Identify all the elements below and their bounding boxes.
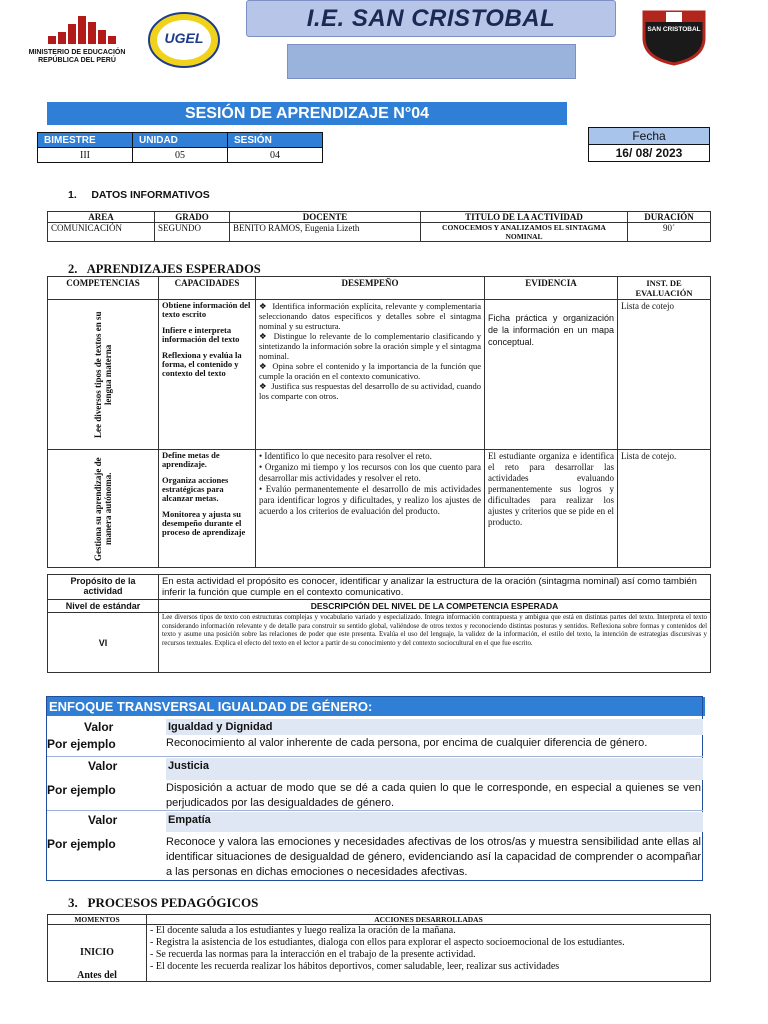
desempenos-cell-1 — [256, 300, 485, 450]
instrumento-1: Lista de cotejo — [618, 300, 711, 450]
proposito-text: En esta actividad el propósito es conocer, identificar y analizar la estructura de la oración (sintagma nominal) así como también inferir la función que cumple en el contexto comunicativo. — [159, 575, 711, 600]
bimestre-header: BIMESTRE — [38, 133, 133, 148]
desempeno-2-2: • Organizo mi tiempo y los recursos con los que cuento para desarrollar mis actividades y resolver el reto. — [259, 462, 481, 483]
bimestre-value: III — [38, 148, 133, 163]
datos-header-titulo: TITULO DE LA ACTIVIDAD — [421, 212, 628, 223]
ejemplo-3: Reconoce y valora las emociones y necesidades afectivas de los otros/as y muestra sensibilidad ante ellas al identificar situaciones de desigualdad de género, evidenciando así la capacidad de comprender o acompañar a las personas en dichas emociones o necesidades afectivas. — [166, 836, 701, 878]
datos-header-duracion: DURACIÓN — [628, 212, 711, 223]
ministry-logo — [18, 14, 136, 64]
ministry-line1: MINISTERIO DE EDUCACIÓN — [28, 49, 126, 56]
ugel-label: UGEL — [164, 30, 204, 46]
school-name-banner — [246, 0, 616, 37]
ejemplo-label-2: Por ejemplo — [47, 783, 116, 797]
school-subtitle-box — [287, 44, 576, 79]
accion-2: - Registra la asistencia de los estudiantes, dialoga con ellos para explorar el aspecto socioemocional de los estudiantes. — [150, 937, 625, 948]
nivel-value: VI — [48, 613, 159, 673]
ministry-emblem-icon — [18, 14, 136, 44]
nivel-table — [47, 574, 711, 673]
nivel-label: Nivel de estándar — [48, 600, 159, 613]
nivel-description: Lee diversos tipos de texto con estructuras complejas y vocabulario variado y especializado. Integra información contrapuesta y ambigua que está en distintas partes del texto. Interpreta el texto considerando información relevante y de detalle para construir su sentido global, valiéndose de otros textos y reconociendo distintas posturas y sentidos. Reflexiona sobre formas y contenidos del texto y asume una posición sobre las relaciones de poder que este presenta. Evalúa el uso del lenguaje, la validez de la información, el estilo del texto, la intención de estrategias discursivas y recursos textuales. Explica el efecto del texto en el lector a partir de su conocimiento y del contexto sociocultural en el que fue escrito. — [159, 613, 711, 673]
datos-grado: SEGUNDO — [155, 223, 230, 242]
proposito-label: Propósito de la actividad — [48, 575, 159, 600]
enfoque-divider-1 — [47, 756, 703, 757]
capacidad-1-1: Obtiene información del texto escrito — [162, 300, 251, 319]
evidencia-2: El estudiante organiza e identifica el reto para desarrollar las actividades evaluando permanentemente sus logros y dificultades para realizar los ajustes y criterios que se pide en el producto. — [485, 450, 618, 568]
unidad-header: UNIDAD — [133, 133, 228, 148]
school-crest — [640, 8, 708, 66]
datos-table — [47, 211, 711, 242]
competencia-2: Gestiona su aprendizaje de manera autónoma. — [93, 456, 113, 561]
competencia-cell-1 — [48, 300, 159, 450]
date-table — [588, 127, 710, 162]
desempeno-1-4: ❖ Justifica sus respuestas del desarrollo de su actividad, cuando los comparte con otros. — [259, 381, 481, 401]
accion-4: - El docente les recuerda realizar los hábitos deportivos, comer saludable, leer, realizar sus actividades — [150, 961, 560, 972]
enfoque-title: ENFOQUE TRANSVERSAL IGUALDAD DE GÉNERO: — [47, 697, 705, 716]
ejemplo-label-3: Por ejemplo — [47, 837, 116, 851]
accion-3: - Se recuerda las normas para la interacción en el trabajo de la presente actividad. — [150, 949, 476, 960]
datos-docente: BENITO RAMOS, Eugenia Lizeth — [230, 223, 421, 242]
crest-label: SAN CRISTOBAL — [647, 26, 701, 33]
desempeno-2-3: • Evalúo permanentemente el desarrollo de mis actividades para identificar logros y dificultades, y realizo los ajustes de acuerdo a los criterios de evaluación del producto. — [259, 484, 481, 516]
valor-label-2: Valor — [88, 759, 118, 773]
desempeno-1-2: ❖ Distingue lo relevante de lo complementario clasificando y sintetizando la información sobre la oración simple y el sintagma nominal. — [259, 331, 481, 361]
competencia-1: Lee diversos tipos de textos en su lengua materna — [93, 311, 113, 438]
capacidades-cell-1 — [159, 300, 256, 450]
session-info-table — [37, 132, 323, 163]
datos-header-grado: GRADO — [155, 212, 230, 223]
sesion-value: 04 — [228, 148, 323, 163]
datos-header-docente: DOCENTE — [230, 212, 421, 223]
valor-label-1: Valor — [84, 720, 114, 734]
ejemplo-2: Disposición a actuar de modo que se dé a cada quien lo que le corresponde, en especial a quienes se ven perjudicados por las desigualdades de género. — [166, 782, 701, 809]
valor-1: Igualdad y Dignidad — [166, 719, 703, 735]
momento-cell — [48, 925, 147, 982]
ejemplo-1: Reconocimiento al valor inherente de cada persona, por encima de cualquier diferencia de género. — [166, 737, 648, 749]
header-evidencia: EVIDENCIA — [485, 277, 618, 300]
momento-antes: Antes del — [77, 970, 117, 981]
capacidad-1-2: Infiere e interpreta información del texto — [162, 325, 240, 344]
procesos-header-acciones: ACCIONES DESARROLLADAS — [147, 915, 711, 925]
ugel-logo — [148, 12, 220, 68]
nivel-header: DESCRIPCIÓN DEL NIVEL DE LA COMPETENCIA ESPERADA — [159, 600, 711, 613]
header-desempeno: DESEMPEÑO — [256, 277, 485, 300]
aprendizajes-section-title: 2. APRENDIZAJES ESPERADOS — [68, 262, 261, 276]
capacidad-2-1: Define metas de aprendizaje. — [162, 450, 220, 469]
instrumento-2: Lista de cotejo. — [618, 450, 711, 568]
datos-area: COMUNICACIÓN — [48, 223, 155, 242]
evidencia-1: Ficha práctica y organización de la información en un mapa conceptual. — [485, 300, 618, 450]
valor-label-3: Valor — [88, 813, 118, 827]
valor-3: Empatía — [166, 812, 703, 832]
header-capacidades: CAPACIDADES — [159, 277, 256, 300]
acciones-cell — [147, 925, 711, 982]
procesos-table — [47, 914, 711, 982]
unidad-value: 05 — [133, 148, 228, 163]
competencia-cell-2 — [48, 450, 159, 568]
fecha-header: Fecha — [589, 128, 710, 145]
crest-shield-icon — [640, 8, 708, 66]
sesion-header: SESIÓN — [228, 133, 323, 148]
accion-1: - El docente saluda a los estudiantes y luego realiza la oración de la mañana. — [150, 925, 456, 936]
datos-section-title: 1. DATOS INFORMATIVOS — [68, 189, 210, 201]
procesos-section-title: 3. PROCESOS PEDAGÓGICOS — [68, 895, 259, 910]
capacidad-2-3: Monitorea y ajusta su desempeño durante el proceso de aprendizaje — [162, 509, 246, 537]
desempeno-1-1: ❖ Identifica información explícita, relevante y complementaria seleccionando datos específicos y detalles sobre el sintagma nominal y su estructura. — [259, 301, 481, 331]
datos-header-area: AREA — [48, 212, 155, 223]
valor-2: Justicia — [166, 758, 703, 780]
aprendizajes-table — [47, 276, 711, 568]
capacidad-1-3: Reflexiona y evalúa la forma, el contenido y contexto del texto — [162, 350, 242, 378]
datos-duracion: 90´ — [628, 223, 711, 242]
momento-inicio: INICIO — [80, 947, 114, 958]
desempenos-cell-2 — [256, 450, 485, 568]
school-name: I.E. SAN CRISTOBAL — [306, 4, 556, 32]
ejemplo-label-1: Por ejemplo — [47, 737, 116, 751]
header-competencias: COMPETENCIAS — [48, 277, 159, 300]
fecha-value: 16/ 08/ 2023 — [589, 145, 710, 162]
desempeno-1-3: ❖ Opina sobre el contenido y la importancia de la función que cumple la oración en el contexto comunicativo. — [259, 361, 481, 381]
procesos-header-momentos: MOMENTOS — [48, 915, 147, 925]
header-instrumento: INST. DE EVALUACIÓN — [618, 277, 711, 300]
enfoque-divider-2 — [47, 810, 703, 811]
capacidades-cell-2 — [159, 450, 256, 568]
capacidad-2-2: Organiza acciones estratégicas para alcanzar metas. — [162, 475, 229, 503]
session-title: SESIÓN DE APRENDIZAJE N°04 — [47, 102, 567, 125]
datos-titulo: CONOCEMOS Y ANALIZAMOS EL SINTAGMA NOMINAL — [421, 223, 628, 242]
desempeno-2-1: • Identifico lo que necesito para resolver el reto. — [259, 451, 432, 461]
ministry-line2: REPÚBLICA DEL PERÚ — [38, 57, 116, 64]
